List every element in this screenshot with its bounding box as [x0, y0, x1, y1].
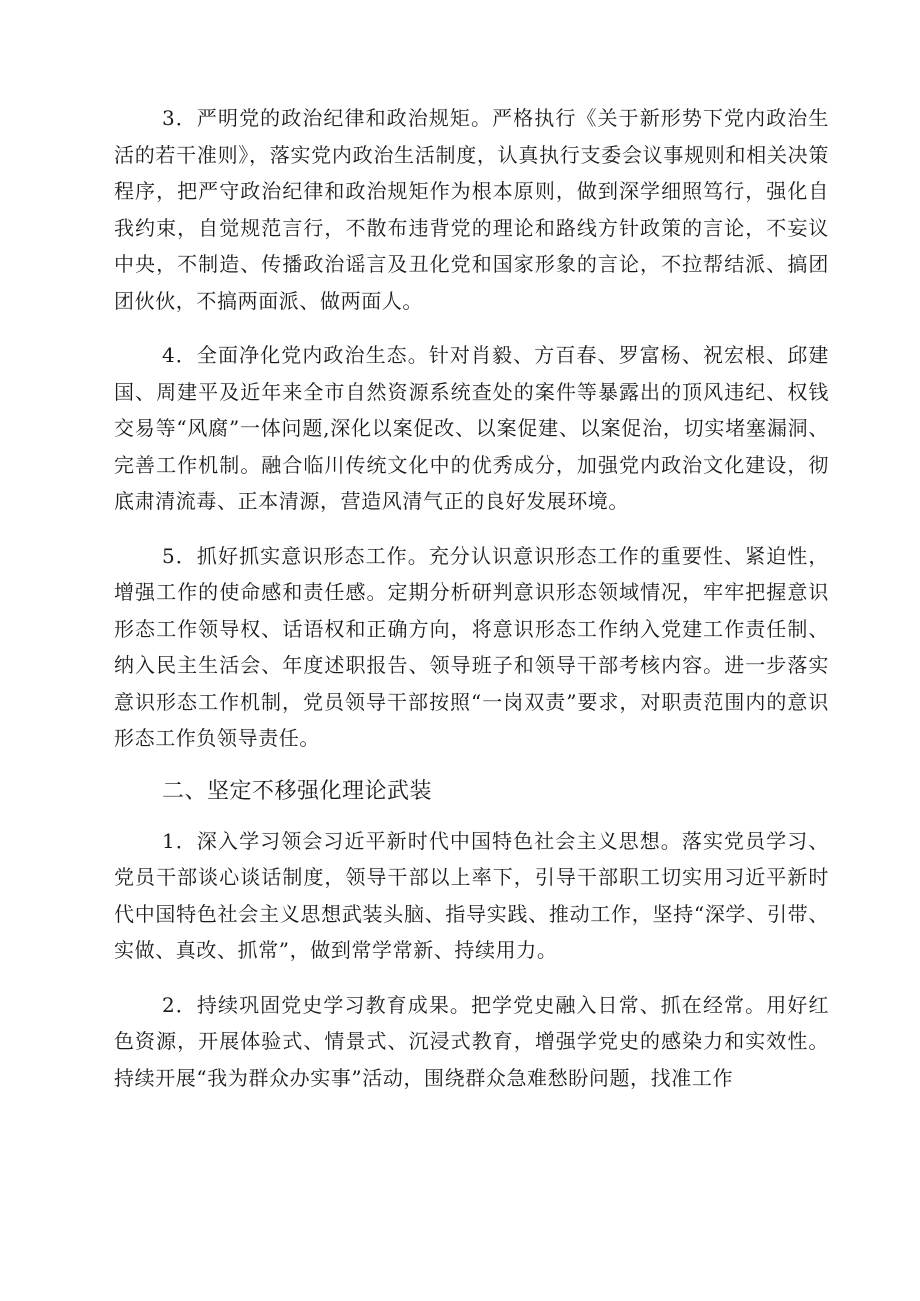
paragraph-discipline-rules: 3．严明党的政治纪律和政治规矩。严格执行《关于新形势下党内政治生活的若干准则》，落实党内政治生活制度，认真执行支委会议事规则和相关决策程序，把严守政治纪律和政治规矩作为根本原则，做到深学细照笃行，强化自我约束，自觉规范言行，不散布违背党的理论和路线方针政策的言论，不妄议中央，不制造、传播政治谣言及丑化党和国家形象的言论，不拉帮结派、搞团团伙伙，不搞两面派、做两面人。: [114, 106, 829, 313]
paragraph-political-ecology: 4．全面净化党内政治生态。针对肖毅、方百春、罗富杨、祝宏根、邱建国、周建平及近年来全市自然资源系统查处的案件等暴露出的顶风违纪、权钱交易等“风腐”一体问题,深化以案促改、以案促建、以案促治，切实堵塞漏洞、完善工作机制。融合临川传统文化中的优秀成分，加强党内政治文化建设，彻底肃清流毒、正本清源，营造风清气正的良好发展环境。: [114, 343, 829, 513]
paragraph-ideology-work: 5．抓好抓实意识形态工作。充分认识意识形态工作的重要性、紧迫性，增强工作的使命感和责任感。定期分析研判意识形态领域情况，牢牢把握意识形态工作领导权、话语权和正确方向，将意识形态工作纳入党建工作责任制、纳入民主生活会、年度述职报告、领导班子和领导干部考核内容。进一步落实意识形态工作机制，党员领导干部按照“一岗双责”要求，对职责范围内的意识形态工作负领导责任。: [114, 543, 829, 750]
document-body: [114, 100, 829, 1114]
section-heading-theory: 二、坚定不移强化理论武装: [162, 778, 433, 804]
paragraph-study-thought: 1．深入学习领会习近平新时代中国特色社会主义思想。落实党员学习、党员干部谈心谈话制度，领导干部以上率下，引导干部职工切实用习近平新时代中国特色社会主义思想武装头脑、指导实践、推动工作，坚持“深学、引带、实做、真改、抓常”，做到常学常新、持续用力。: [114, 828, 829, 962]
paragraph-party-history: 2．持续巩固党史学习教育成果。把学党史融入日常、抓在经常。用好红色资源，开展体验式、情景式、沉浸式教育，增强学党史的感染力和实效性。持续开展“我为群众办实事”活动，围绕群众急难愁盼问题，找准工作: [114, 992, 829, 1090]
